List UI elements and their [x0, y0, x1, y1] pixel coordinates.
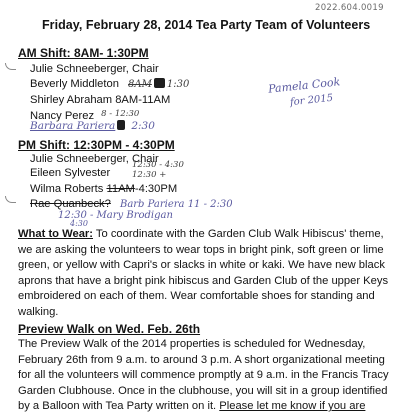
ink-scribble — [117, 120, 125, 130]
page-title: Friday, February 28, 2014 Tea Party Team of Volunteers — [42, 18, 371, 32]
margin-bracket-mark — [5, 196, 16, 203]
what-to-wear-text: To coordinate with the Garden Club Walk Hibiscus' theme, we are asking the volunteers to wear tops in bright pink, soft green or lime green, or yellow with Capri's or slacks in white or kaki. We have new black aprons that have a bright pink hibiscus and Garden Club of the upper Keys embroidered on each of them. Wear comfortable shoes for standing and walking. — [18, 228, 389, 318]
am-middleton-name: Beverly Middleton — [30, 78, 119, 90]
pm-brodigan-hand: 12:30 - Mary Brodigan — [58, 210, 173, 221]
am-shift-heading: AM Shift: 8AM- 1:30PM — [18, 46, 149, 60]
preview-walk-underlined-tail: Please let me know if you are — [219, 400, 366, 413]
margin-bracket-mark — [5, 63, 16, 70]
pm-line-quanbeck — [30, 198, 233, 210]
am-line-abraham: Shirley Abraham 8AM-11AM — [30, 94, 171, 106]
am-middleton-struck-time: 8AM — [128, 79, 152, 90]
pm-roberts-struck: 11AM — [106, 183, 135, 195]
pm-quanbeck-name: Rae Quanbeck? — [30, 198, 111, 210]
preview-walk-paragraph — [18, 337, 390, 415]
am-line-middleton — [30, 78, 189, 90]
preview-walk-heading: Preview Walk on Wed. Feb. 26th — [18, 322, 201, 336]
am-added-name: Barbara Pariera — [30, 120, 116, 132]
am-added-time: 2:30 — [131, 120, 155, 132]
pm-sylvester-hand-2: 12:30 + — [132, 170, 167, 180]
pm-roberts-time: -4:30PM — [134, 183, 178, 195]
pm-brodigan-time: 4:30 — [70, 219, 88, 228]
pm-line-sylvester: Eileen Sylvester — [30, 167, 111, 179]
pm-sylvester-hand-1: 12:30 - 4:30 — [132, 160, 184, 170]
what-to-wear-paragraph — [18, 227, 390, 321]
am-perez-hand-time: 8 - 12:30 — [101, 109, 140, 119]
side-note-year: for 2015 — [289, 92, 334, 109]
pm-roberts-name: Wilma Roberts — [30, 183, 104, 195]
pm-line-chair: Julie Schneeberger, Chair — [30, 153, 159, 165]
side-note-name: Pamela Cook — [267, 75, 341, 96]
am-added-volunteer — [30, 120, 155, 132]
am-middleton-hand-time: 1:30 — [166, 79, 190, 90]
pm-shift-heading: PM Shift: 12:30PM - 4:30PM — [18, 138, 175, 152]
archive-id: 2022.604.0019 — [315, 3, 384, 13]
am-perez-name: Nancy Perez — [30, 110, 95, 122]
ink-scribble — [154, 78, 165, 88]
what-to-wear-heading: What to Wear: — [18, 228, 93, 240]
preview-walk-text: The Preview Walk of the 2014 properties is scheduled for Wednesday, February 26th from 9 a.m. to around 3 p.m. A short organizational meeting for all the volunteers will commence promptly at 9 a.m. in the Francis Tracy Garden Clubhouse. Once in the clubhouse, you will sit in a group identified by a Balloon with Tea Party written on it. — [18, 338, 389, 413]
am-line-chair: Julie Schneeberger, Chair — [30, 63, 159, 75]
pm-quanbeck-hand: Barb Pariera 11 - 2:30 — [119, 199, 233, 210]
pm-line-roberts — [30, 183, 177, 195]
